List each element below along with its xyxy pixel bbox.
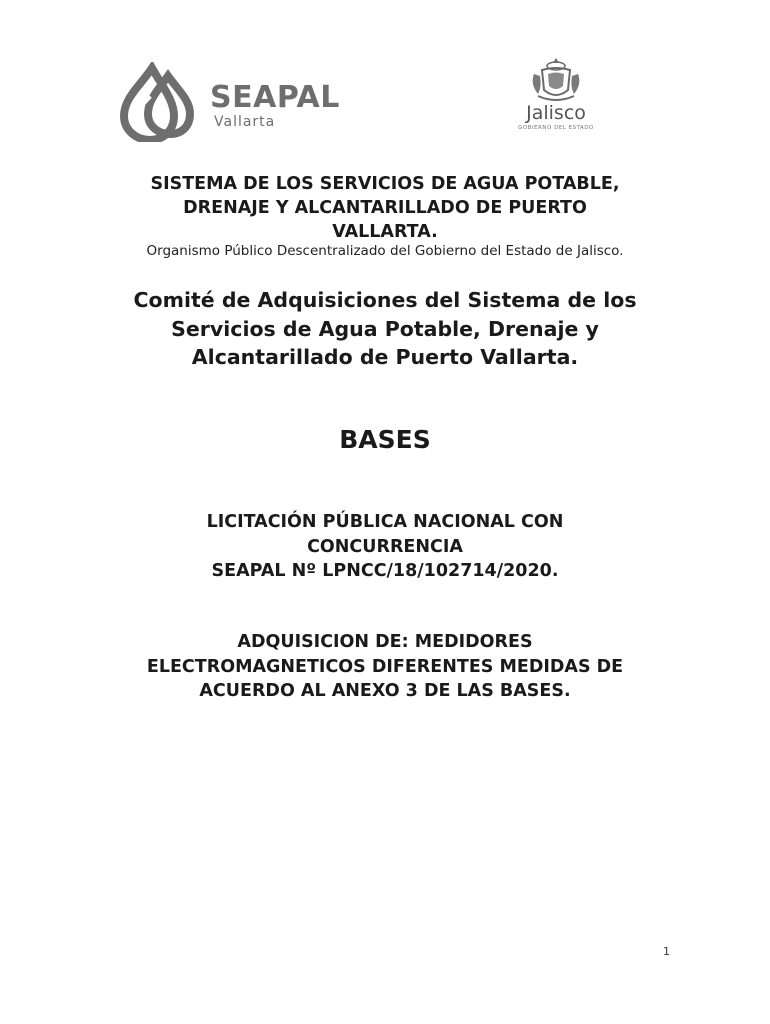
acquisition-heading-line: ADQUISICION DE: MEDIDORES <box>237 632 533 652</box>
organismo-subtitle: Organismo Público Descentralizado del Gobierno del Estado de Jalisco. <box>146 243 624 259</box>
tender-heading-line: LICITACIÓN PÚBLICA NACIONAL CON <box>206 512 564 532</box>
jalisco-logo-name: Jalisco <box>526 102 586 124</box>
seapal-logo <box>118 62 348 148</box>
committee-heading-line: Servicios de Agua Potable, Drenaje y <box>171 316 599 341</box>
tender-heading <box>80 510 690 584</box>
acquisition-heading-line: ELECTROMAGNETICOS DIFERENTES MEDIDAS DE <box>146 656 624 677</box>
acquisition-heading <box>80 630 690 704</box>
coat-of-arms-icon <box>526 56 586 104</box>
water-drop-icon <box>118 62 198 142</box>
jalisco-logo-subtitle: GOBIERNO DEL ESTADO <box>518 125 594 131</box>
institution-title-line: VALLARTA. <box>332 222 438 242</box>
committee-heading-line: Alcantarillado de Puerto Vallarta. <box>191 345 579 369</box>
committee-heading <box>80 286 690 372</box>
seapal-logo-name: SEAPAL <box>210 80 340 115</box>
seapal-logo-subtitle: Vallarta <box>214 114 276 130</box>
acquisition-heading-line: ACUERDO AL ANEXO 3 DE LAS BASES. <box>199 681 571 701</box>
institution-title-line: SISTEMA DE LOS SERVICIOS DE AGUA POTABLE, <box>150 174 620 194</box>
institution-title <box>80 172 690 244</box>
tender-number: SEAPAL Nº LPNCC/18/102714/2020. <box>211 561 559 581</box>
jalisco-logo <box>506 56 606 142</box>
tender-heading-line: CONCURRENCIA <box>307 536 463 557</box>
page-number: 1 <box>663 945 670 958</box>
bases-title: BASES <box>339 425 431 454</box>
institution-title-line: DRENAJE Y ALCANTARILLADO DE PUERTO <box>183 198 587 218</box>
committee-heading-line: Comité de Adquisiciones del Sistema de los <box>133 288 637 312</box>
